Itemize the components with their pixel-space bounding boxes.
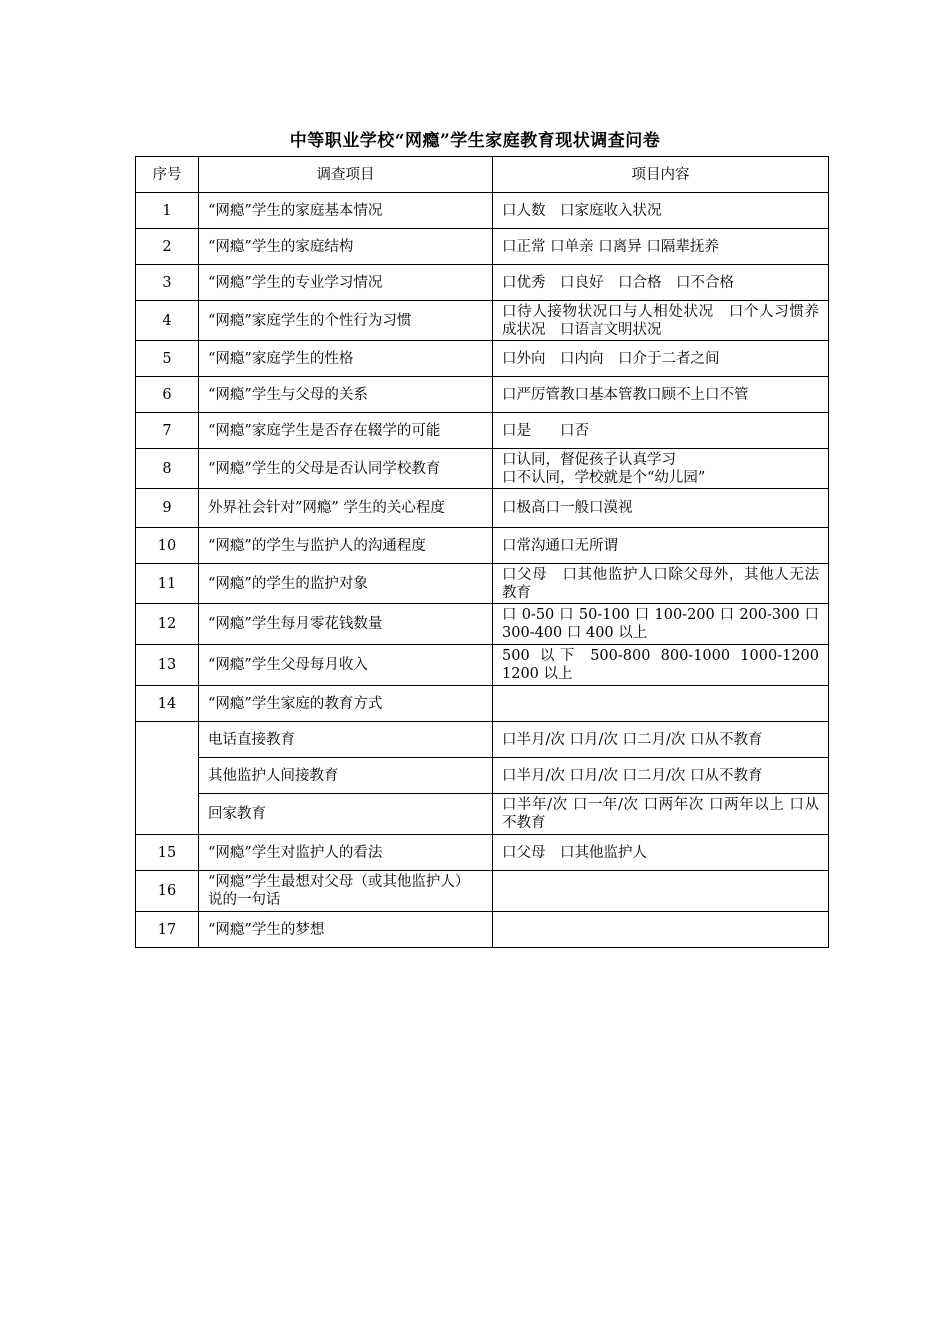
row-item xyxy=(199,912,493,948)
item-text: “网瘾”家庭学生是否存在辍学的可能 xyxy=(208,422,441,439)
row-item xyxy=(199,794,493,835)
content-text: 口外向 口内向 口介于二者之间 xyxy=(502,350,720,367)
header-index: 序号 xyxy=(136,157,199,193)
row-content xyxy=(493,835,829,871)
content-line: 口认同，督促孩子认真学习 xyxy=(502,451,676,468)
row-item xyxy=(199,564,493,604)
item-text: “网瘾”学生最想对父母（或其他监护人）说的一句话 xyxy=(208,874,470,908)
item-text: 电话直接教育 xyxy=(208,731,295,748)
item-text: “网瘾”家庭学生的个性行为习惯 xyxy=(208,312,412,329)
row-index: 1 xyxy=(136,193,199,229)
row-content xyxy=(493,341,829,377)
header-content: 项目内容 xyxy=(493,157,829,193)
content-line: 口不认同，学校就是个“幼儿园” xyxy=(502,469,706,486)
row-item xyxy=(199,604,493,645)
row-item xyxy=(199,489,493,528)
item-text: “网瘾”学生家庭的教育方式 xyxy=(208,695,383,712)
page-title: 中等职业学校“网瘾”学生家庭教育现状调查问卷 xyxy=(289,131,661,151)
item-text: “网瘾”学生每月零花钱数量 xyxy=(208,616,383,632)
row-item xyxy=(199,193,493,229)
content-text: 口半月/次 口月/次 口二月/次 口从不教育 xyxy=(502,731,763,748)
row-index: 13 xyxy=(136,645,199,686)
table-row xyxy=(136,722,829,758)
row-index: 15 xyxy=(136,835,199,871)
item-text: “网瘾”学生的梦想 xyxy=(208,921,325,938)
row-index: 9 xyxy=(136,489,199,528)
table-row xyxy=(136,564,829,604)
row-index: 14 xyxy=(136,686,199,722)
table-row xyxy=(136,413,829,449)
row-item xyxy=(199,871,493,912)
table-row xyxy=(136,528,829,564)
row-content xyxy=(493,377,829,413)
row-item xyxy=(199,835,493,871)
content-text: 500 以下 500-800 800-1000 1000-1200 1200 以上 xyxy=(502,648,819,682)
item-text: “网瘾”学生的家庭结构 xyxy=(208,238,354,255)
item-text: “网瘾”学生的专业学习情况 xyxy=(208,274,383,291)
row-content xyxy=(493,564,829,604)
row-index: 11 xyxy=(136,564,199,604)
row-item xyxy=(199,229,493,265)
table-row xyxy=(136,645,829,686)
row-content xyxy=(493,645,829,686)
row-content xyxy=(493,722,829,758)
table-row xyxy=(136,193,829,229)
row-index-merged xyxy=(136,722,199,835)
row-item xyxy=(199,341,493,377)
item-text: 回家教育 xyxy=(208,806,266,822)
table-row xyxy=(136,794,829,835)
table-row xyxy=(136,229,829,265)
item-text: “网瘾”学生与父母的关系 xyxy=(208,386,368,403)
table-row xyxy=(136,871,829,912)
row-content xyxy=(493,871,829,912)
row-item xyxy=(199,722,493,758)
row-index: 2 xyxy=(136,229,199,265)
row-item xyxy=(199,528,493,564)
content-text: 口严厉管教口基本管教口顾不上口不管 xyxy=(502,386,749,403)
table-row xyxy=(136,758,829,794)
row-content xyxy=(493,229,829,265)
row-index: 17 xyxy=(136,912,199,948)
table-row xyxy=(136,265,829,301)
content-text: 口常沟通口无所谓 xyxy=(502,537,618,554)
row-content xyxy=(493,301,829,341)
table-row xyxy=(136,686,829,722)
row-index: 5 xyxy=(136,341,199,377)
content-text: 口优秀 口良好 口合格 口不合格 xyxy=(502,274,734,291)
row-item xyxy=(199,686,493,722)
item-text: “网瘾”学生的家庭基本情况 xyxy=(208,202,383,219)
row-content xyxy=(493,912,829,948)
table-row xyxy=(136,301,829,341)
item-text: “网瘾”学生对监护人的看法 xyxy=(208,844,383,861)
row-index: 8 xyxy=(136,449,199,489)
table-row xyxy=(136,489,829,528)
item-text: “网瘾”学生的父母是否认同学校教育 xyxy=(208,460,441,477)
content-text: 口待人接物状况口与人相处状况 口个人习惯养成状况 口语言文明状况 xyxy=(502,303,819,338)
row-content xyxy=(493,489,829,528)
row-content xyxy=(493,758,829,794)
row-content xyxy=(493,528,829,564)
row-item xyxy=(199,645,493,686)
table-row xyxy=(136,835,829,871)
content-text: 口父母 口其他监护人口除父母外，其他人无法教育 xyxy=(502,566,819,601)
row-content xyxy=(493,265,829,301)
row-index: 16 xyxy=(136,871,199,912)
table-row xyxy=(136,341,829,377)
row-content xyxy=(493,604,829,645)
row-item xyxy=(199,377,493,413)
row-item xyxy=(199,449,493,489)
row-content xyxy=(493,413,829,449)
content-text: 口人数 口家庭收入状况 xyxy=(502,202,662,219)
item-text: 外界社会针对”网瘾” 学生的关心程度 xyxy=(208,500,445,516)
row-item xyxy=(199,413,493,449)
item-text: “网瘾”的学生的监护对象 xyxy=(208,575,368,592)
row-item xyxy=(199,301,493,341)
content-text: 口极高口一般口漠视 xyxy=(502,500,633,516)
content-text: 口正常 口单亲 口离异 口隔辈抚养 xyxy=(502,238,719,255)
row-index: 3 xyxy=(136,265,199,301)
row-item xyxy=(199,265,493,301)
content-text: 口是 口否 xyxy=(502,422,589,439)
row-item xyxy=(199,758,493,794)
row-index: 4 xyxy=(136,301,199,341)
item-text: 其他监护人间接教育 xyxy=(208,767,339,784)
row-index: 10 xyxy=(136,528,199,564)
row-content xyxy=(493,686,829,722)
table-row xyxy=(136,912,829,948)
header-item: 调查项目 xyxy=(199,157,493,193)
table-row xyxy=(136,377,829,413)
row-content xyxy=(493,449,829,489)
survey-table xyxy=(135,156,829,948)
row-index: 7 xyxy=(136,413,199,449)
row-content xyxy=(493,193,829,229)
item-text: “网瘾”学生父母每月收入 xyxy=(208,657,368,673)
table-header-row xyxy=(136,157,829,193)
content-text: 口半月/次 口月/次 口二月/次 口从不教育 xyxy=(502,767,763,784)
content-text: 口 0-50 口 50-100 口 100-200 口 200-300 口 300-400 口 400 以上 xyxy=(502,607,819,641)
item-text: “网瘾”的学生与监护人的沟通程度 xyxy=(208,537,426,554)
row-index: 6 xyxy=(136,377,199,413)
row-content xyxy=(493,794,829,835)
content-text: 口父母 口其他监护人 xyxy=(502,844,647,861)
row-index: 12 xyxy=(136,604,199,645)
table-row xyxy=(136,604,829,645)
content-text: 口半年/次 口一年/次 口两年次 口两年以上 口从不教育 xyxy=(502,797,819,831)
item-text: “网瘾”家庭学生的性格 xyxy=(208,350,354,367)
table-row xyxy=(136,449,829,489)
